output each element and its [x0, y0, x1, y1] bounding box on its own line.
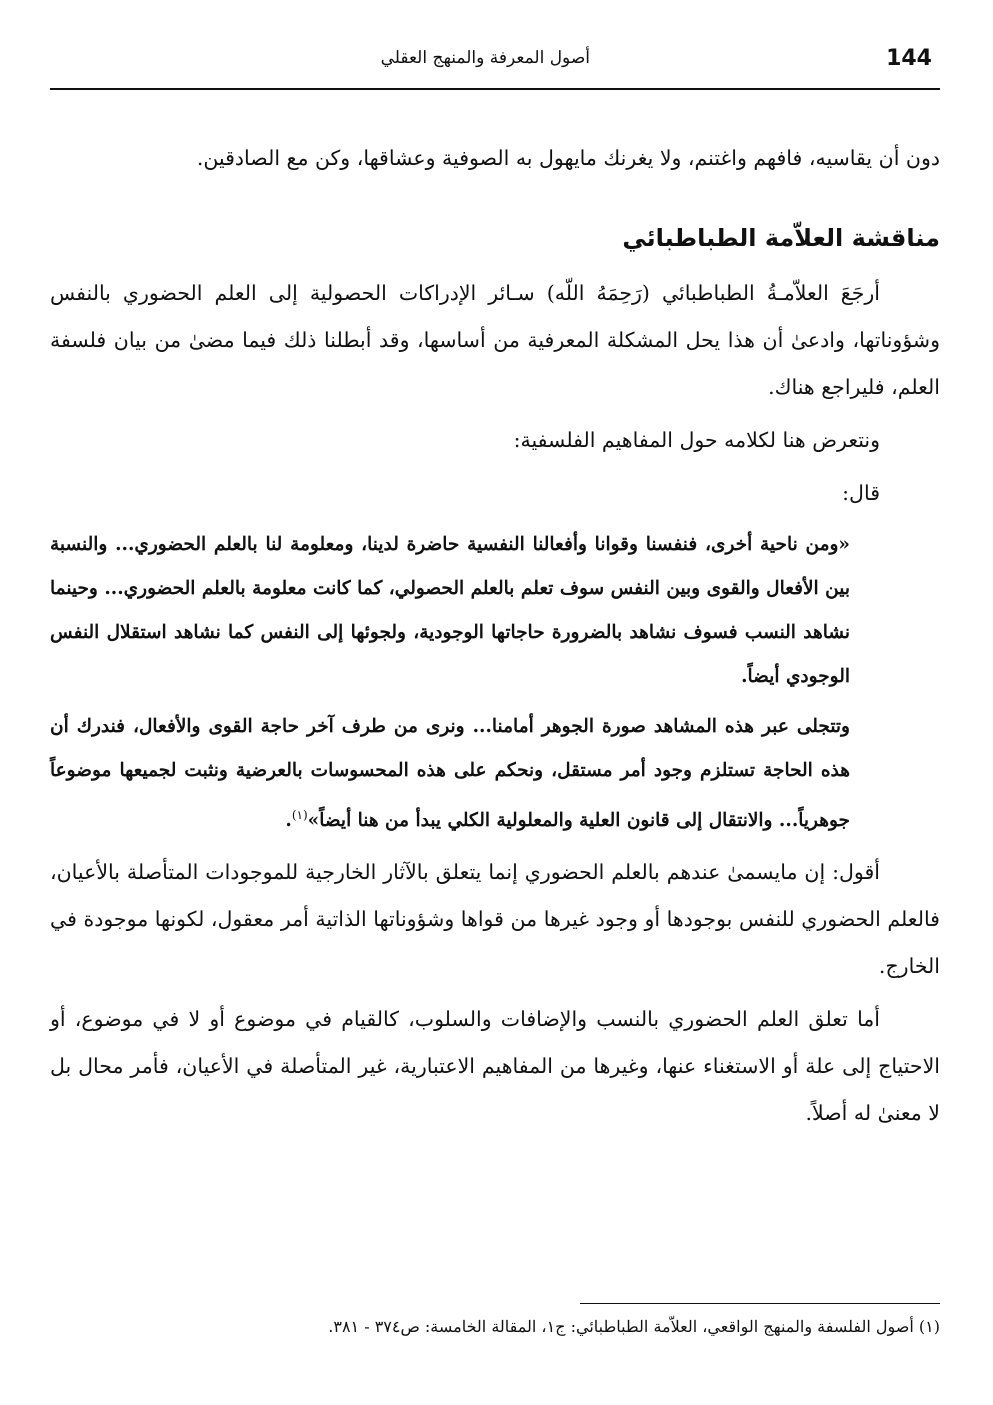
paragraph-2: ونتعرض هنا لكلامه حول المفاهيم الفلسفية: [513, 428, 880, 452]
paragraph-4: أما تعلق العلم الحضوري بالنسب والإضافات والسلوب، كالقيام في موضوع أو لا في موضوع، أو الاحتياج إلى علة أو الاستغناء عنها، وغيرها من المفاهيم الاعتبارية، غير المتأصلة في الأعيان، فأمر محال بل لا معنىٰ له أصلاً. [50, 1007, 940, 1126]
running-title: أصول المعرفة والمنهج العقلي [380, 48, 590, 68]
paragraph-1: أرجَعَ العلاّمـةُ الطباطبائي (رَحِمَهُ اللّه) سـائر الإدراكات الحصولية إلى العلم الحضوري بالنفس وشؤوناتها، وادعىٰ أن هذا يحل المشكلة المعرفية من أساسها، وقد أبطلنا ذلك فيما مضىٰ من بيان فلسفة العلم، فليراجع هناك. [50, 281, 940, 399]
paragraph-3: أقول: إن مايسمىٰ عندهم بالعلم الحضوري إنما يتعلق بالآثار الخارجية للموجودات المتأصلة بالأعيان، فالعلم الحضوري للنفس بوجودها أو وجود غيرها من قواها وشؤوناتها الذاتية أمر معقول، لكونها موجودة في الخارج. [50, 860, 940, 979]
page-body [50, 135, 940, 1143]
footnote-marker[interactable]: (١) [291, 808, 308, 822]
quote-paragraph-1: «ومن ناحية أخرى، فنفسنا وقوانا وأفعالنا النفسية حاضرة لدينا، ومعلومة لنا بالعلم الحضوري... والنسبة بين الأفعال والقوى وبين النفس سوف تعلم بالعلم الحصولي، كما كانت معلومة بالعلم الحضوري... وحينما نشاهد النسب فسوف نشاهد بالضرورة حاجاتها الوجودية، ولجوئها إلى النفس كما نشاهد استقلال النفس الوجودي أيضاً. [50, 534, 850, 687]
continuation-paragraph: دون أن يقاسيه، فافهم واغتنم، ولا يغرنك مايهول به الصوفية وعشاقها، وكن مع الصادقين. [196, 146, 940, 170]
qal-label: قال: [842, 481, 880, 505]
quote-paragraph-2-text: وتتجلى عبر هذه المشاهد صورة الجوهر أمامنا... ونرى من طرف آخر حاجة القوى والأفعال، فندرك أن هذه الحاجة تستلزم وجود أمر مستقل، ونحكم على هذه المحسوسات بالعرضية ونثبت لجميعها موضوعاً جوهرياً... والانتقال إلى قانون العلية والمعلولية الكلي يبدأ من هنا أيضاً» [50, 716, 850, 832]
page-header [50, 42, 940, 82]
section-heading: مناقشة العلاّمة الطباطبائي [622, 224, 940, 252]
header-rule [50, 88, 940, 90]
footnote-rule [580, 1303, 940, 1304]
page-number: 144 [886, 46, 932, 71]
quote-end-dot: . [285, 810, 292, 832]
footnote: (١) أصول الفلسفة والمنهج الواقعي، العلاّمة الطباطبائي: ج١، المقالة الخامسة: ص٣٧٤ - ٣٨١. [328, 1317, 940, 1336]
quote-paragraph-2 [50, 705, 940, 843]
